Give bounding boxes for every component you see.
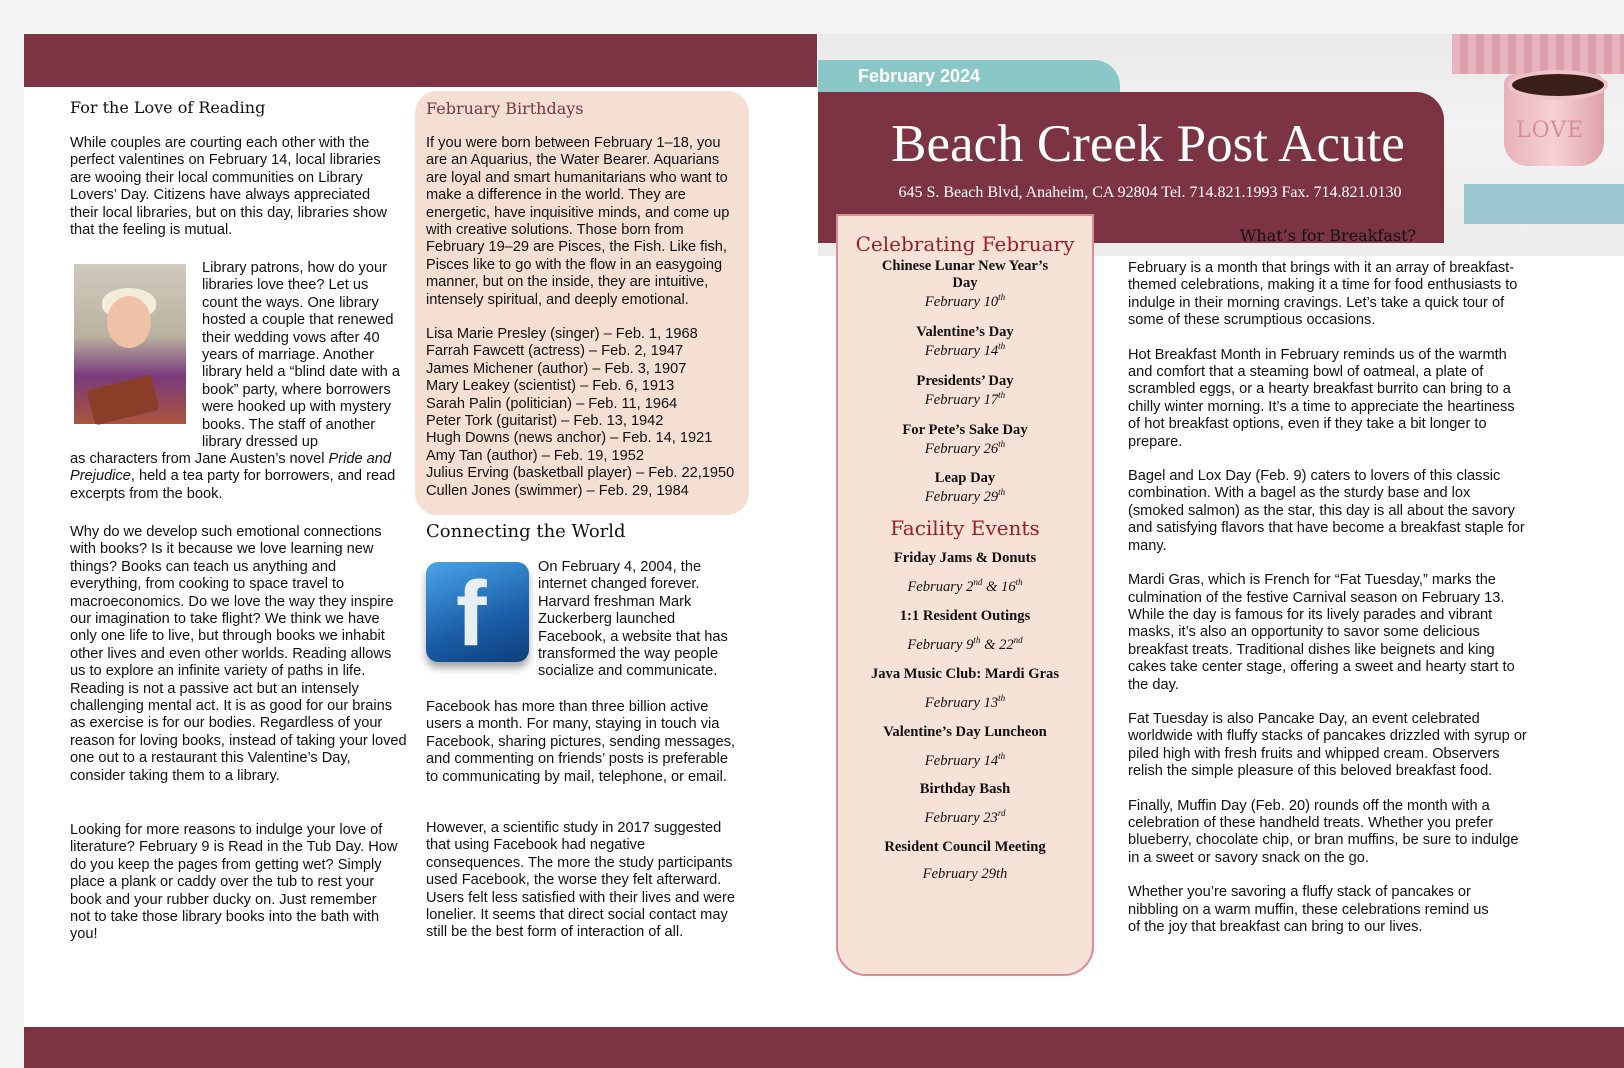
birthday-item: Farrah Fawcett (actress) – Feb. 2, 1947 xyxy=(426,343,684,360)
facility-address: 645 S. Beach Blvd, Anaheim, CA 92804 Tel. 714.821.1993 Fax. 714.821.0130 xyxy=(898,184,1402,201)
newsletter-title: Beach Creek Post Acute xyxy=(891,115,1405,173)
knit-blanket xyxy=(1452,34,1624,74)
reading-p2a: Library patrons, how do your libraries love thee? Let us count the ways. One library hosted a couple that renewed their wedding vows after 40 years of marriage. Another library held a “blind date with a book” party, where borrowers were hooked up with mystery books. The staff of another library dressed up xyxy=(202,260,400,451)
facility-item: Resident Council Meeting February 29th xyxy=(884,839,1046,883)
month-label: February 2024 xyxy=(858,66,981,86)
birthday-item: Julius Erving (basketball player) – Feb. 22,1950 xyxy=(426,465,735,482)
birthday-item: James Michener (author) – Feb. 3, 1907 xyxy=(426,360,687,377)
reading-p4: Looking for more reasons to indulge your love of literature? February 9 is Read in the Tub Day. How do you keep the pages from getting wet? Simply place a plank or caddy over the tub to rest your book and your rubber ducky on. Just remember not to take those library books into the bath with you! xyxy=(70,822,398,943)
facility-item: Valentine’s Day Luncheon February 14th xyxy=(883,723,1047,769)
facility-item: 1:1 Resident Outings February 9th & 22nd xyxy=(899,607,1031,653)
connecting-p2: However, a scientific study in 2017 suggested that using Facebook had negative consequences. The more the study participants used Facebook, the worse they felt afterward. Users felt less satisfied with their lives and were lonelier. It seems that direct social contact may still be the best form of interaction of all. xyxy=(426,820,736,941)
facebook-logo-icon: f xyxy=(426,562,529,662)
breakfast-article xyxy=(1128,260,1528,936)
reading-p3: Why do we develop such emotional connections with books? Is it because we love learning new things? Books can teach us anything and everything, from cooking to space travel to macroeconomics. Do we love the way they inspire our imagination to take flight? We think we have only one life to live, but through books we inhabit other lives and even other worlds. Reading allows us to explore an infinite variety of paths in life. Reading is not a passive act but an intensely challenging mental act. It is as good for our brains as exercise is for our bodies. Regardless of your reason for loving books, instead of taking your loved one out to a restaurant this Valentine’s Day, consider taking them to a library. xyxy=(70,524,407,784)
birthday-item: Amy Tan (author) – Feb. 19, 1952 xyxy=(426,447,644,464)
reader-photo xyxy=(74,264,186,424)
birthday-item: Mary Leakey (scientist) – Feb. 6, 1913 xyxy=(426,378,675,395)
breakfast-paragraph: February is a month that brings with it an array of breakfast-themed celebrations, making it a time for food enthusiasts to indulge in their morning cravings. Let’s take a quick tour of some of these scrumptious occasions. xyxy=(1128,260,1518,329)
breakfast-paragraph: Finally, Muffin Day (Feb. 20) rounds off the month with a celebration of these handheld treats. Whether you prefer blueberry, chocolate chip, or bran muffins, be sure to indulge in a sweet or savory snack on the go. xyxy=(1128,797,1519,866)
breakfast-paragraph: Fat Tuesday is also Pancake Day, an event celebrated worldwide with fluffy stacks of pancakes drizzled with syrup or piled high with fresh fruits and whipped cream. Observers relish the simple pleasure of this beloved breakfast food. xyxy=(1128,710,1527,780)
birthdays-intro: If you were born between February 1–18, you are an Aquarius, the Water Bearer. Aquarians are loyal and smart humanitarians who want to make a difference in the world. They are energetic, have inquisitive minds, and come up with creative solutions. Those born from February 19–29 are Pisces, the Fish. Like fish, Pisces like to go with the flow in an easygoing manner, but on the inside, they are intuitive, intensely spiritual, and deeply emotional. xyxy=(426,135,730,308)
facility-section xyxy=(840,516,1090,883)
birthday-item: Lisa Marie Presley (singer) – Feb. 1, 1968 xyxy=(426,326,698,342)
facility-item: Friday Jams & Donuts February 2nd & 16th xyxy=(893,550,1037,595)
facility-item: Java Music Club: Mardi Gras February 13th xyxy=(870,665,1060,711)
facility-item: Birthday Bash February 23rd xyxy=(919,781,1011,827)
connecting-heading: Connecting the World xyxy=(426,521,626,542)
celebrating-item: Chinese Lunar New Year’s Day February 10th xyxy=(881,258,1049,310)
celebrating-item: For Pete’s Sake Day February 26th xyxy=(902,421,1028,457)
reading-p1: While couples are courting each other with the perfect valentines on February 14, local libraries are wooing their local communities on Library Lovers’ Day. Citizens have always appreciated their local libraries, but on this day, libraries show that the feeling is mutual. xyxy=(70,135,387,239)
breakfast-paragraph: Hot Breakfast Month in February reminds us of the warmth and comfort that a steaming bowl of oatmeal, a plate of scrambled eggs, or a hearty breakfast burrito can bring to a chilly winter morning. It’s a time to appreciate the heartiness of hot breakfast options, even if they take a bit longer to prepare. xyxy=(1128,346,1515,450)
reading-heading: For the Love of Reading xyxy=(70,98,266,117)
birthdays-list xyxy=(426,326,746,500)
bottom-bar xyxy=(24,1027,1624,1068)
photo-book xyxy=(87,375,160,426)
celebrating-item: Leap Day February 29th xyxy=(924,470,1006,506)
breakfast-paragraph: Bagel and Lox Day (Feb. 9) caters to lovers of this classic combination. With a bagel as the sturdy base and lox (smoked salmon) as the star, this day is all about the savory and satisfying flavors that have become a breakfast staple for many. xyxy=(1128,468,1525,554)
reading-p2b: as characters from Jane Austen’s novel Pride and Prejudice, held a tea party for borrowers, and read excerpts from the book. xyxy=(70,451,396,502)
birthday-item: Peter Tork (guitarist) – Feb. 13, 1942 xyxy=(426,413,664,430)
birthday-item: Cullen Jones (swimmer) – Feb. 29, 1984 xyxy=(426,482,689,499)
celebrating-section xyxy=(840,232,1090,506)
facility-heading: Facility Events xyxy=(890,516,1040,540)
celebrating-item: Presidents’ Day February 17th xyxy=(916,372,1014,408)
breakfast-paragraph: Mardi Gras, which is French for “Fat Tuesday,” marks the culmination of the festive Carnival season on February 13. While the day is famous for its lively parades and vibrant masks, it’s also an opportunity to savor some delicious breakfast treats. Traditional dishes like beignets and king cakes take center stage, offering a sweet and hearty start to the day. xyxy=(1128,572,1515,693)
breakfast-heading: What’s for Breakfast? xyxy=(1239,226,1417,245)
birthday-item: Hugh Downs (news anchor) – Feb. 14, 1921 xyxy=(426,430,713,447)
birthday-item: Sarah Palin (politician) – Feb. 11, 1964 xyxy=(426,395,678,412)
photo-face xyxy=(107,296,151,348)
connecting-p1a: On February 4, 2004, the internet changed forever. Harvard freshman Mark Zuckerberg launched Facebook, a website that has transformed the way people socialize and communicate. xyxy=(538,559,728,680)
newsletter-page xyxy=(24,34,1624,1068)
birthdays-heading: February Birthdays xyxy=(426,99,584,118)
book-stack xyxy=(1464,184,1624,224)
celebrating-heading: Celebrating February xyxy=(855,232,1075,256)
top-bar xyxy=(24,34,817,87)
breakfast-paragraph: Whether you’re savoring a fluffy stack of pancakes or nibbling on a warm muffin, these celebrations remind us of the joy that breakfast can bring to our lives. xyxy=(1128,884,1489,935)
coffee xyxy=(1508,70,1608,100)
connecting-p1b: Facebook has more than three billion active users a month. For many, staying in touch via Facebook, sharing pictures, sending messages, and commenting on friends’ posts is preferable to communicating by mail, telephone, or email. xyxy=(426,699,736,785)
mug-lettering: LOVE xyxy=(1516,118,1585,143)
celebrating-item: Valentine’s Day February 14th xyxy=(916,323,1014,359)
